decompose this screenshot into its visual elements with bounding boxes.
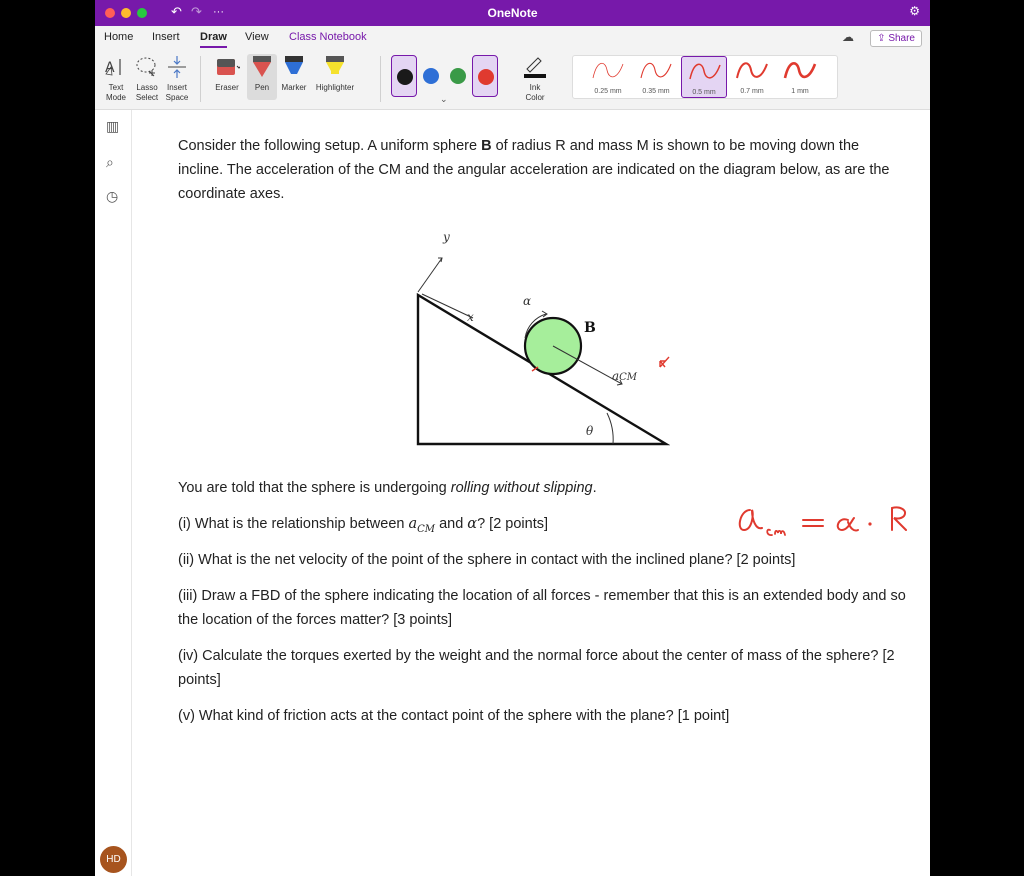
tab-view[interactable]: View bbox=[245, 31, 269, 43]
pen-slot-blue[interactable] bbox=[418, 55, 444, 97]
question-3: (iii) Draw a FBD of the sphere indicating the location of all forces - remember that this is an extended body and so the location of the forces matter? [3 points] bbox=[178, 588, 906, 628]
pen-slot-black[interactable] bbox=[391, 55, 417, 97]
ink-cm-subscript bbox=[767, 530, 785, 535]
thickness-label: 0.35 mm bbox=[642, 88, 670, 95]
pen-slot-red[interactable] bbox=[472, 55, 498, 97]
question-4: (iv) Calculate the torques exerted by the weight and the normal force about the center of mass of the sphere? [2 points] bbox=[178, 648, 895, 688]
pen-label: Pen bbox=[254, 83, 270, 92]
share-label: Share bbox=[888, 33, 915, 44]
pen-more-chevron-icon[interactable]: ⌄ bbox=[440, 94, 448, 104]
thickness-label: 0.5 mm bbox=[692, 89, 716, 96]
pen-color-dot-red bbox=[478, 69, 494, 85]
recent-clock-icon[interactable]: ◷ bbox=[106, 188, 119, 204]
told-text-2: . bbox=[592, 480, 597, 496]
ribbon-separator bbox=[380, 56, 381, 102]
stroke-preview-icon bbox=[777, 56, 823, 86]
ink-equals bbox=[803, 520, 823, 526]
eraser-label: Eraser bbox=[215, 83, 239, 92]
eraser-button[interactable] bbox=[208, 54, 246, 93]
tab-class-notebook[interactable]: Class Notebook bbox=[289, 31, 367, 43]
share-button[interactable] bbox=[870, 30, 922, 47]
ink-alpha bbox=[838, 518, 858, 531]
acm-label-main: a bbox=[612, 369, 620, 383]
rolling-statement bbox=[178, 476, 908, 500]
svg-text:A: A bbox=[105, 60, 115, 76]
more-options-icon[interactable]: ··· bbox=[213, 6, 224, 18]
q1-alpha-symbol: α bbox=[467, 516, 478, 532]
handwritten-arrow-mark bbox=[660, 357, 669, 367]
told-text-1: You are told that the sphere is undergoing bbox=[178, 480, 451, 496]
app-title: OneNote bbox=[487, 6, 538, 20]
left-navigation bbox=[95, 110, 132, 876]
ink-color-icon bbox=[522, 54, 548, 80]
q1-text-2: and bbox=[435, 516, 468, 532]
q1-acm-symbol: a bbox=[408, 516, 418, 532]
ink-a bbox=[740, 510, 762, 530]
pen-color-dot-black bbox=[397, 69, 413, 85]
draw-ribbon bbox=[95, 50, 930, 110]
pen-color-dot-blue bbox=[423, 68, 439, 84]
x-axis-label: x bbox=[467, 310, 474, 324]
told-emphasis: rolling without slipping bbox=[450, 480, 593, 496]
question-2: (ii) What is the net velocity of the point of the sphere in contact with the inclined plane? [2 points] bbox=[178, 552, 796, 568]
undo-icon[interactable]: ↶ bbox=[171, 4, 182, 19]
ink-color-button[interactable] bbox=[513, 54, 557, 103]
highlighter-button[interactable] bbox=[311, 54, 359, 93]
thickness-option[interactable] bbox=[633, 56, 679, 98]
pen-color-dot-green bbox=[450, 68, 466, 84]
thickness-option-selected[interactable] bbox=[681, 56, 727, 98]
notebooks-icon[interactable]: ▥ bbox=[106, 118, 120, 134]
sphere-label: B bbox=[584, 320, 596, 336]
share-icon: ⇪ bbox=[877, 33, 889, 44]
theta-arc bbox=[607, 413, 613, 444]
intro-text-2: of radius R and mass M is shown to be moving down the incline. The acceleration of the CM and the angular acceleration are indicated on the diagram below, as are the coordinate axes. bbox=[178, 138, 890, 202]
lasso-icon bbox=[134, 54, 160, 80]
pen-button[interactable] bbox=[247, 54, 277, 100]
ribbon-tabs bbox=[95, 26, 930, 50]
title-bar bbox=[95, 0, 930, 26]
thickness-label: 0.7 mm bbox=[740, 88, 764, 95]
lasso-label-2: Select bbox=[135, 93, 159, 102]
lasso-label-1: Lasso bbox=[136, 83, 158, 92]
redo-icon[interactable]: ↷ bbox=[191, 4, 202, 19]
thickness-option[interactable] bbox=[777, 56, 823, 98]
cloud-sync-icon[interactable]: ☁ bbox=[842, 30, 854, 44]
thickness-label: 1 mm bbox=[791, 88, 809, 95]
highlighter-icon bbox=[322, 54, 348, 80]
question-5: (v) What kind of friction acts at the contact point of the sphere with the plane? [1 point] bbox=[178, 708, 730, 724]
intro-sphere-label: B bbox=[481, 138, 492, 154]
pen-icon bbox=[249, 54, 275, 80]
ink-dot bbox=[868, 522, 871, 525]
y-axis-line bbox=[418, 258, 442, 292]
tab-home[interactable]: Home bbox=[104, 31, 134, 43]
tab-insert[interactable]: Insert bbox=[152, 31, 180, 43]
q1-text-3: ? [2 points] bbox=[477, 516, 549, 532]
insert-space-button[interactable] bbox=[162, 54, 192, 103]
y-axis-label: y bbox=[443, 230, 450, 244]
thickness-label: 0.25 mm bbox=[594, 88, 622, 95]
search-icon[interactable]: ⌕ bbox=[106, 154, 114, 170]
stroke-preview-icon bbox=[682, 57, 728, 87]
incline-diagram bbox=[320, 225, 670, 450]
thickness-option[interactable] bbox=[585, 56, 631, 98]
avatar[interactable]: HD bbox=[100, 846, 127, 873]
thickness-gallery bbox=[572, 55, 838, 99]
highlighter-label: Highlighter bbox=[315, 83, 355, 92]
problem-intro bbox=[178, 134, 908, 206]
handwritten-answer bbox=[730, 500, 930, 545]
lasso-select-button[interactable] bbox=[132, 54, 162, 103]
intro-text-1: Consider the following setup. A uniform sphere bbox=[178, 138, 482, 154]
acm-label-sub: CM bbox=[619, 372, 638, 383]
thickness-option[interactable] bbox=[729, 56, 775, 98]
insert-space-icon bbox=[164, 54, 190, 80]
stroke-preview-icon bbox=[585, 56, 631, 86]
text-mode-label-2: Mode bbox=[105, 93, 126, 102]
text-mode-button[interactable] bbox=[101, 54, 131, 103]
alpha-label: α bbox=[523, 294, 532, 308]
acm-label bbox=[612, 369, 638, 383]
marker-label: Marker bbox=[281, 83, 307, 92]
theta-label: θ bbox=[586, 424, 594, 438]
text-mode-label-1: Text bbox=[108, 83, 124, 92]
stroke-preview-icon bbox=[633, 56, 679, 86]
text-mode-icon bbox=[103, 54, 129, 80]
ink-color-label-1: Ink bbox=[529, 83, 541, 92]
q1-text-1: (i) What is the relationship between bbox=[178, 516, 409, 532]
insert-space-label-2: Space bbox=[165, 93, 189, 102]
marker-button[interactable] bbox=[279, 54, 309, 93]
insert-space-label-1: Insert bbox=[166, 83, 187, 92]
settings-icon[interactable]: ⚙ bbox=[909, 4, 920, 18]
x-axis-line bbox=[422, 294, 473, 318]
marker-icon bbox=[281, 54, 307, 80]
onenote-window bbox=[95, 0, 930, 876]
q1-acm-subscript: CM bbox=[417, 523, 436, 535]
eraser-icon bbox=[214, 54, 240, 80]
stroke-preview-icon bbox=[729, 56, 775, 86]
ink-color-label-2: Color bbox=[525, 93, 545, 102]
pen-slot-green[interactable] bbox=[445, 55, 471, 97]
tab-draw[interactable]: Draw bbox=[200, 31, 227, 43]
ribbon-separator bbox=[200, 56, 201, 102]
ink-r bbox=[892, 507, 906, 530]
